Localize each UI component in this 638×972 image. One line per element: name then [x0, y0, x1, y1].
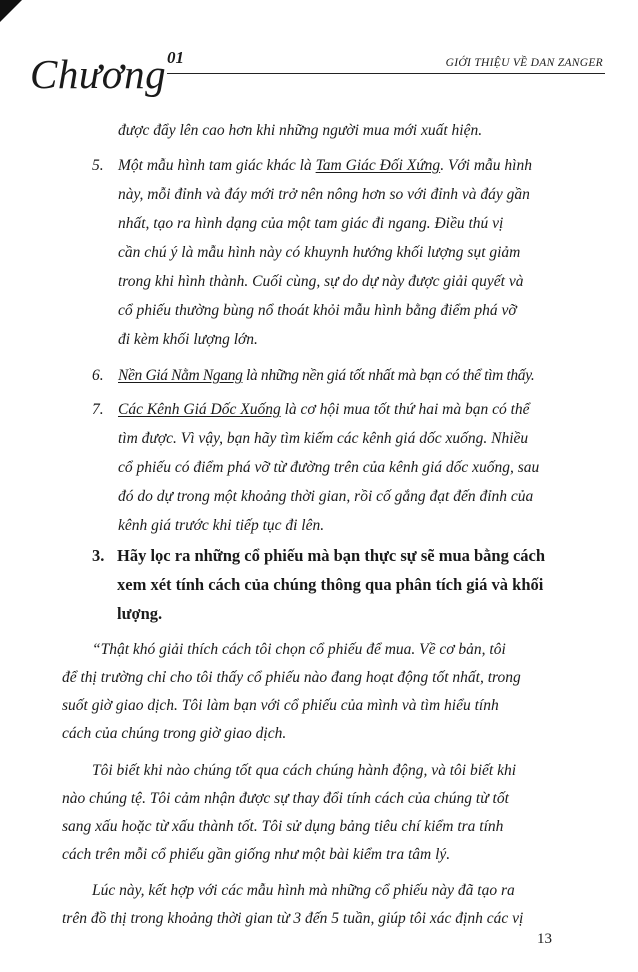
section-number: 3.	[92, 546, 105, 565]
text-line: suốt giờ giao dịch. Tôi làm bạn với cổ phiếu của mình và tìm hiểu tính	[62, 697, 499, 714]
text-line: nào chúng tệ. Tôi cảm nhận được sự thay đổi tính cách của chúng từ tốt	[62, 790, 509, 807]
list-number: 6.	[92, 367, 104, 384]
chapter-label: Chương	[30, 51, 167, 97]
list-number: 7.	[92, 401, 104, 418]
text-line: “Thật khó giải thích cách tôi chọn cổ phiếu để mua. Về cơ bản, tôi	[92, 641, 506, 658]
text-line	[118, 401, 530, 419]
text-line: tìm được. Vì vậy, bạn hãy tìm kiếm các kênh giá dốc xuống. Nhiều	[118, 430, 529, 447]
text-line: kênh giá trước khi tiếp tục đi lên.	[118, 517, 325, 534]
text-line: này, mỗi đỉnh và đáy mới trở nên nông hơn so với đỉnh và đáy gần	[118, 186, 530, 203]
text-segment: là những nền giá tốt nhất mà bạn có thể tìm thấy.	[242, 367, 535, 384]
text-line: trên đồ thị trong khoảng thời gian từ 3 đến 5 tuần, giúp tôi xác định các vị	[62, 910, 524, 927]
page-corner-mark	[0, 0, 22, 22]
text-line: cổ phiếu có điểm phá vỡ từ đường trên của kênh giá dốc xuống, sau	[118, 459, 540, 476]
text-line	[118, 367, 534, 385]
page-number: 13	[537, 931, 552, 947]
text-segment: Một mẫu hình tam giác khác là	[118, 157, 316, 174]
text-line: để thị trường chỉ cho tôi thấy cổ phiếu nào đang hoạt động tốt nhất, trong	[62, 669, 521, 686]
text-line: đi kèm khối lượng lớn.	[118, 331, 258, 348]
text-line: trong khi hình thành. Cuối cùng, sự do dự này được giải quyết và	[118, 273, 524, 290]
text-segment: . Với mẫu hình	[440, 157, 532, 174]
term-cac-kenh-gia-doc-xuong: Các Kênh Giá Dốc Xuống	[118, 401, 281, 418]
chapter-number: 01	[167, 48, 184, 67]
section-heading-line: Hãy lọc ra những cổ phiếu mà bạn thực sự sẽ mua bằng cách	[117, 546, 546, 565]
section-heading-line: lượng.	[117, 604, 163, 623]
text-line: sang xấu hoặc từ xấu thành tốt. Tôi sử dụng bảng tiêu chí kiểm tra tính	[62, 818, 504, 835]
text-line: nhất, tạo ra hình dạng của một tam giác đi ngang. Điều thú vị	[118, 215, 504, 232]
text-line: cổ phiếu thường bùng nổ thoát khỏi mẫu hình bằng điểm phá vỡ	[118, 302, 517, 319]
term-tam-giac-doi-xung: Tam Giác Đối Xứng	[315, 157, 441, 174]
running-title: GIỚI THIỆU VỀ DAN ZANGER	[445, 57, 603, 69]
text-line: cách của chúng trong giờ giao dịch.	[62, 725, 287, 742]
text-line: Lúc này, kết hợp với các mẫu hình mà những cổ phiếu này đã tạo ra	[92, 882, 515, 899]
text-line: Tôi biết khi nào chúng tốt qua cách chúng hành động, và tôi biết khi	[92, 762, 517, 779]
text-line: được đẩy lên cao hơn khi những người mua mới xuất hiện.	[118, 122, 483, 139]
text-line: cần chú ý là mẫu hình này có khuynh hướng khối lượng sụt giảm	[118, 244, 521, 261]
text-segment: là cơ hội mua tốt thứ hai mà bạn có thể	[280, 401, 530, 418]
header-rule	[167, 73, 605, 74]
section-heading-line: xem xét tính cách của chúng thông qua phân tích giá và khối	[117, 575, 544, 594]
text-line: cách trên mỗi cổ phiếu gần giống như một bài kiểm tra tâm lý.	[62, 846, 451, 863]
page-header	[30, 38, 605, 98]
text-line	[118, 157, 532, 175]
term-nen-gia-nam-ngang: Nền Giá Nằm Ngang	[118, 367, 243, 384]
text-line: đó do dự trong một khoảng thời gian, rồi cố gắng đạt đến đỉnh của	[118, 488, 534, 505]
list-number: 5.	[92, 157, 104, 174]
